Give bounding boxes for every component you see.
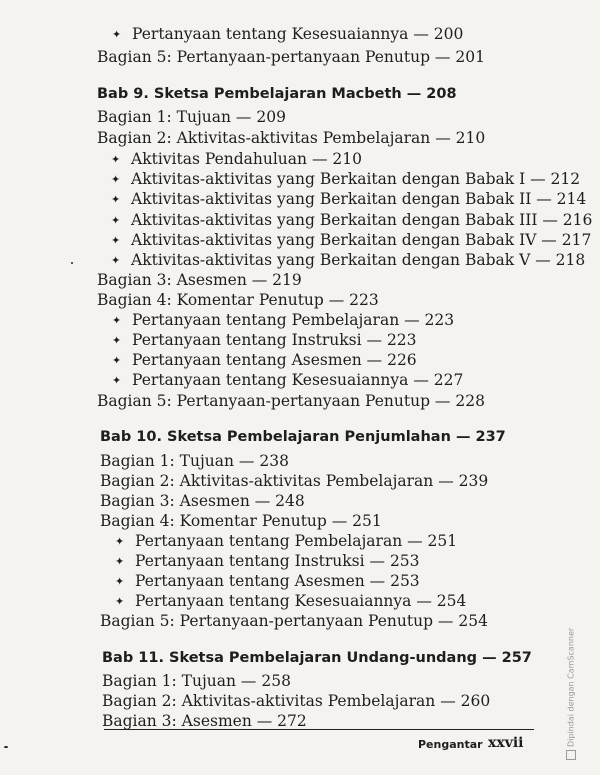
toc-subentry: ✦ Pertanyaan tentang Instruksi — 253	[115, 551, 420, 573]
camscanner-icon	[566, 750, 576, 760]
toc-entry: Bagian 2: Aktivitas-aktivitas Pembelajaran — 260	[102, 692, 491, 710]
chapter-heading: Bab 10. Sketsa Pembelajaran Penjumlahan — 237	[100, 429, 506, 445]
toc-subentry: ✦ Aktivitas-aktivitas yang Berkaitan dengan Babak III — 216	[111, 210, 592, 232]
toc-subentry: ✦ Pertanyaan tentang Pembelajaran — 223	[112, 310, 454, 332]
toc-entry: Bagian 1: Tujuan — 209	[97, 108, 286, 126]
toc-subentry: ✦ Aktivitas Pendahuluan — 210	[111, 149, 362, 171]
toc-subentry: ✦ Aktivitas-aktivitas yang Berkaitan dengan Babak IV — 217	[111, 230, 591, 252]
toc-entry: Bagian 4: Komentar Penutup — 223	[97, 291, 379, 309]
toc-entry: Bagian 3: Asesmen — 248	[100, 492, 305, 510]
toc-entry: Bagian 1: Tujuan — 238	[100, 452, 289, 470]
toc-subentry: ✦ Pertanyaan tentang Instruksi — 223	[112, 330, 417, 352]
toc-entry: Bagian 3: Asesmen — 219	[97, 271, 302, 289]
scan-speck	[71, 262, 73, 264]
footer-section-label: Pengantar	[418, 738, 483, 751]
toc-entry: Bagian 2: Aktivitas-aktivitas Pembelajaran — 239	[100, 472, 489, 490]
toc-subentry: ✦ Pertanyaan tentang Asesmen — 226	[112, 350, 417, 372]
toc-entry: Bagian 5: Pertanyaan-pertanyaan Penutup — 254	[100, 612, 488, 630]
toc-subentry: ✦ Pertanyaan tentang Kesesuaiannya — 200	[112, 24, 463, 46]
watermark-text: Dipindai dengan CamScanner	[566, 627, 576, 747]
toc-subentry: ✦ Pertanyaan tentang Pembelajaran — 251	[115, 531, 457, 553]
toc-entry: Bagian 5: Pertanyaan-pertanyaan Penutup — 228	[97, 392, 485, 410]
toc-subentry: ✦ Pertanyaan tentang Kesesuaiannya — 254	[115, 591, 466, 613]
page-number: xxvii	[488, 735, 524, 751]
toc-entry: Bagian 5: Pertanyaan-pertanyaan Penutup — 201	[97, 48, 485, 66]
chapter-heading: Bab 11. Sketsa Pembelajaran Undang-undang — 257	[102, 650, 532, 666]
toc-subentry: ✦ Pertanyaan tentang Asesmen — 253	[115, 571, 420, 593]
toc-entry: Bagian 1: Tujuan — 258	[102, 672, 291, 690]
toc-entry: Bagian 4: Komentar Penutup — 251	[100, 512, 382, 530]
toc-subentry: ✦ Aktivitas-aktivitas yang Berkaitan dengan Babak I — 212	[111, 169, 580, 191]
toc-entry: Bagian 3: Asesmen — 272	[102, 712, 307, 730]
chapter-heading: Bab 9. Sketsa Pembelajaran Macbeth — 208	[97, 86, 457, 102]
toc-subentry: ✦ Pertanyaan tentang Kesesuaiannya — 227	[112, 370, 463, 392]
toc-entry: Bagian 2: Aktivitas-aktivitas Pembelajaran — 210	[97, 129, 486, 147]
toc-subentry: ✦ Aktivitas-aktivitas yang Berkaitan dengan Babak V — 218	[111, 250, 585, 272]
footer-rule	[104, 729, 534, 730]
toc-subentry: ✦ Aktivitas-aktivitas yang Berkaitan dengan Babak II — 214	[111, 189, 586, 211]
scan-speck	[4, 746, 8, 748]
scanner-watermark	[566, 628, 576, 760]
